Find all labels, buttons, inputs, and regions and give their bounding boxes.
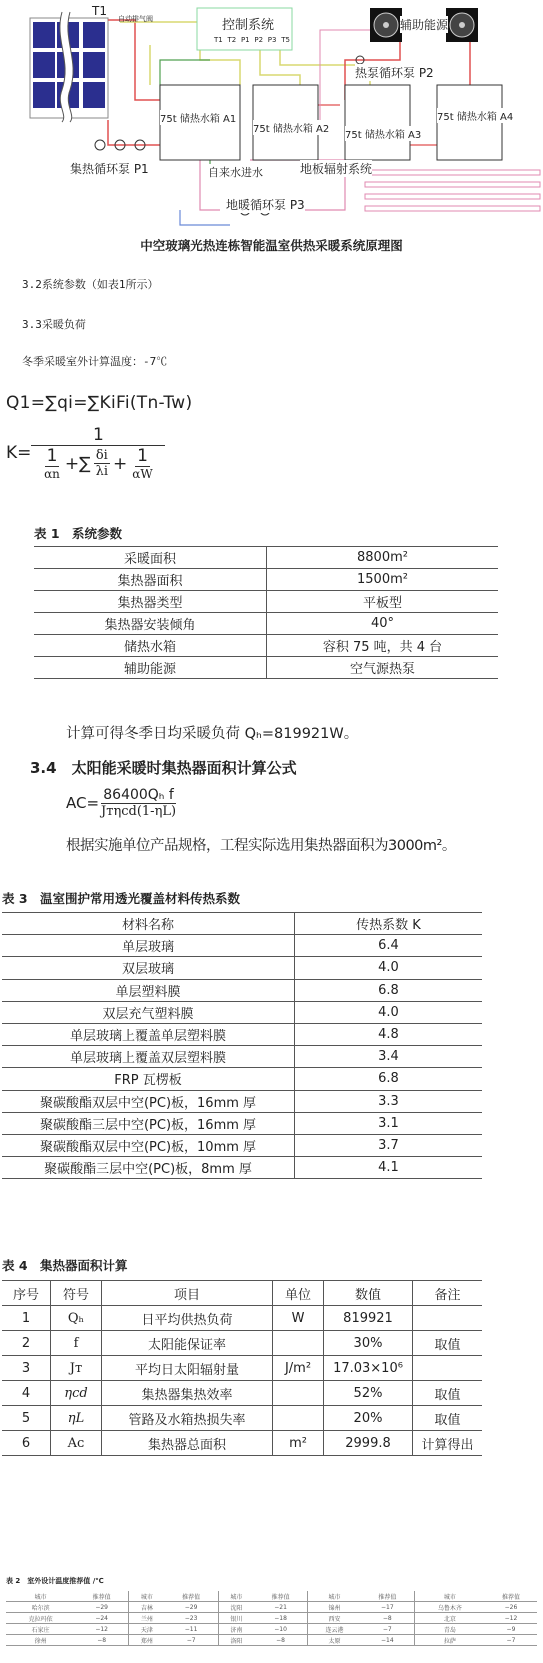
table-row (6, 1624, 537, 1635)
load-text: 计算可得冬季日均采暖负荷 Qₕ=819921W。 (66, 726, 359, 742)
table1-caption: 表 1 系统参数 (34, 526, 123, 541)
heat-pump-pump-label: 热泵循环泵 P2 (355, 66, 434, 80)
solar-collector-array (30, 12, 108, 122)
term-2-den: λi (95, 464, 109, 479)
table-header-row (2, 913, 482, 935)
table-cell: 20% (324, 1406, 413, 1431)
table-cell: 容积 75 吨，共 4 台 (267, 635, 499, 657)
table-row (2, 979, 482, 1001)
formula-ac-denominator: Jᴛηcd(1-ηL) (101, 804, 177, 819)
table-cell: 取值 (413, 1406, 483, 1431)
table-cell: 兰州 (129, 1613, 165, 1624)
term-3 (130, 446, 154, 481)
table-header-row (2, 1281, 482, 1306)
table-cell: 3.1 (295, 1112, 483, 1134)
table-cell: 819921 (324, 1306, 413, 1331)
formula-k-numerator: 1 (31, 425, 165, 446)
table-cell: f (51, 1331, 102, 1356)
term-3-den: αW (132, 467, 153, 481)
table4 (2, 1280, 482, 1456)
table-cell: −29 (75, 1602, 128, 1613)
table-cell: 郑州 (129, 1635, 165, 1646)
table-cell (413, 1356, 483, 1381)
term-2-num: δi (95, 448, 108, 463)
term-2 (94, 448, 110, 479)
outdoor-temp-text: 冬季采暖室外计算温度：-7℃ (22, 355, 168, 368)
table-cell: −12 (75, 1624, 128, 1635)
table-cell: 取值 (413, 1331, 483, 1356)
column-header: 城市 (218, 1591, 254, 1602)
table-cell: −26 (485, 1602, 537, 1613)
table-cell: 管路及水箱热损失率 (102, 1406, 273, 1431)
column-header: 城市 (129, 1591, 165, 1602)
collector-pump-label: 集热循环泵 P1 (70, 162, 149, 176)
table-cell: 30% (324, 1331, 413, 1356)
table-row (2, 1090, 482, 1112)
formula-ac-numerator: 86400Qₕ f (103, 787, 174, 803)
formula-k (6, 425, 165, 481)
table-cell: m² (273, 1431, 324, 1456)
table-cell: 辅助能源 (34, 657, 267, 679)
heat-pump-right (446, 8, 478, 42)
table-cell: 4.0 (295, 1001, 483, 1023)
table-header-row (6, 1591, 537, 1602)
table-cell (273, 1381, 324, 1406)
table-cell: −24 (75, 1613, 128, 1624)
table-cell: 洛阳 (218, 1635, 254, 1646)
diagram-title: 中空玻璃光热连栋智能温室供热采暖系统原理图 (140, 238, 403, 253)
tank-a1-label: 75t 储热水箱 A1 (160, 110, 236, 125)
table-cell: 4.8 (295, 1023, 483, 1045)
table-cell: 吉林 (129, 1602, 165, 1613)
table-row (34, 569, 498, 591)
table-cell: 银川 (218, 1613, 254, 1624)
column-header: 符号 (51, 1281, 102, 1306)
table-cell: J/m² (273, 1356, 324, 1381)
table-row (2, 1431, 482, 1456)
tank-a2-label: 75t 储热水箱 A2 (253, 120, 329, 135)
table-cell: −29 (165, 1602, 218, 1613)
term-1-den: αn (44, 467, 60, 481)
table-cell: 西安 (308, 1613, 361, 1624)
table-row (2, 1356, 482, 1381)
table-cell: 太原 (308, 1635, 361, 1646)
table-cell: Jᴛ (51, 1356, 102, 1381)
table-cell: 单层玻璃 (2, 935, 295, 957)
table-cell: −23 (165, 1613, 218, 1624)
table-cell: −8 (254, 1635, 307, 1646)
table-cell: Aᴄ (51, 1431, 102, 1456)
table-row (34, 547, 498, 569)
port-p1: P1 (240, 36, 250, 44)
table-cell: 3.4 (295, 1046, 483, 1068)
column-header: 数值 (324, 1281, 413, 1306)
table-cell: 集热器安装倾角 (34, 613, 267, 635)
table-cell: 6.4 (295, 935, 483, 957)
table-cell: 4 (2, 1381, 51, 1406)
table-cell: 锦州 (308, 1602, 361, 1613)
table-cell: 聚碳酸酯三层中空(PC)板，8mm 厚 (2, 1157, 295, 1179)
column-header: 传热系数 K (295, 913, 483, 935)
table-row (34, 591, 498, 613)
table-cell: 3 (2, 1356, 51, 1381)
table2 (6, 1591, 537, 1646)
column-header: 城市 (414, 1591, 485, 1602)
formula-k-lhs: K= (6, 443, 32, 463)
column-header: 推荐值 (361, 1591, 414, 1602)
table4-caption: 表 4 集热器面积计算 (2, 1258, 128, 1273)
column-header: 推荐值 (485, 1591, 537, 1602)
table-cell: 聚碳酸酯双层中空(PC)板，10mm 厚 (2, 1134, 295, 1156)
tank-a3-label: 75t 储热水箱 A3 (345, 126, 421, 141)
table-cell: 计算得出 (413, 1431, 483, 1456)
port-t1: T1 (214, 36, 223, 44)
tank-a3 (345, 85, 410, 160)
table-cell: Qₕ (51, 1306, 102, 1331)
column-header: 备注 (413, 1281, 483, 1306)
table-cell: 空气源热泵 (267, 657, 499, 679)
table-cell: 集热器面积 (34, 569, 267, 591)
table-cell: 17.03×10⁶ (324, 1356, 413, 1381)
table-row (2, 1406, 482, 1431)
table-cell: −12 (485, 1613, 537, 1624)
table-cell: 乌鲁木齐 (414, 1602, 485, 1613)
table-cell: 双层充气塑料膜 (2, 1001, 295, 1023)
column-header: 推荐值 (165, 1591, 218, 1602)
tank-a4-label: 75t 储热水箱 A4 (437, 108, 513, 123)
table-row (2, 1046, 482, 1068)
formula-q1: Q1=∑qi=∑KiFi(Tn-Tw) (6, 393, 193, 413)
table-cell: 5 (2, 1406, 51, 1431)
column-header: 材料名称 (2, 913, 295, 935)
table-row (2, 1023, 482, 1045)
port-t5: T5 (281, 36, 290, 44)
table-cell: 8800m² (267, 547, 499, 569)
table-cell: 集热器类型 (34, 591, 267, 613)
table-cell: 4.0 (295, 957, 483, 979)
table3 (2, 912, 482, 1179)
aux-energy-label: 辅助能源 (400, 18, 449, 32)
sensor-t1-label: T1 (92, 4, 107, 18)
table-cell: −21 (254, 1602, 307, 1613)
table-row (2, 1331, 482, 1356)
table-cell: 52% (324, 1381, 413, 1406)
table-row (2, 1134, 482, 1156)
table-cell: 储热水箱 (34, 635, 267, 657)
table-row (2, 1306, 482, 1331)
table-cell: −17 (361, 1602, 414, 1613)
table-cell: 哈尔滨 (6, 1602, 75, 1613)
table-cell: 沈阳 (218, 1602, 254, 1613)
water-inlet-label: 自来水进水 (208, 166, 263, 179)
table-cell: 6 (2, 1431, 51, 1456)
table-cell: 天津 (129, 1624, 165, 1635)
table-cell: 平均日太阳辐射量 (102, 1356, 273, 1381)
column-header: 推荐值 (254, 1591, 307, 1602)
formula-k-fraction (31, 425, 165, 481)
table-cell: 徐州 (6, 1635, 75, 1646)
table-cell: 单层玻璃上覆盖单层塑料膜 (2, 1023, 295, 1045)
table-row (2, 1001, 482, 1023)
table-cell: −14 (361, 1635, 414, 1646)
section-3-4: 3.4 太阳能采暖时集热器面积计算公式 (30, 759, 297, 777)
table-row (6, 1602, 537, 1613)
table1 (34, 546, 498, 679)
formula-ac-lhs: AC= (66, 794, 100, 812)
control-system-label: 控制系统 (222, 18, 275, 33)
term-1 (42, 446, 62, 481)
formula-ac-fraction (99, 787, 178, 819)
table-cell: 2 (2, 1331, 51, 1356)
table-cell: −18 (254, 1613, 307, 1624)
table-row (2, 1381, 482, 1406)
table-cell: 集热器总面积 (102, 1431, 273, 1456)
table-cell: ηL (51, 1406, 102, 1431)
heat-pump-left (370, 8, 402, 42)
table-cell: 太阳能保证率 (102, 1331, 273, 1356)
floor-heating-label: 地板辐射系统 (300, 162, 373, 176)
plus: + (113, 453, 128, 474)
table-cell: −8 (361, 1613, 414, 1624)
table-cell: 单层玻璃上覆盖双层塑料膜 (2, 1046, 295, 1068)
table-row (2, 957, 482, 979)
floor-pump-label: 地暖循环泵 P3 (226, 198, 305, 212)
formula-k-denominator (40, 446, 157, 481)
table-cell: 40° (267, 613, 499, 635)
table-row (34, 635, 498, 657)
column-header: 推荐值 (75, 1591, 128, 1602)
table-cell: 3.3 (295, 1090, 483, 1112)
table-cell: 3.7 (295, 1134, 483, 1156)
table-cell (273, 1406, 324, 1431)
column-header: 项目 (102, 1281, 273, 1306)
table-cell: −7 (485, 1635, 537, 1646)
port-p3: P3 (267, 36, 277, 44)
table-cell: 1 (2, 1306, 51, 1331)
table-cell: 4.1 (295, 1157, 483, 1179)
table-cell: 6.8 (295, 1068, 483, 1090)
term-1-num: 1 (46, 446, 58, 466)
table-row (2, 1157, 482, 1179)
table-cell: −11 (165, 1624, 218, 1635)
table-cell: 采暖面积 (34, 547, 267, 569)
table2-caption: 表 2 室外设计温度推荐值 /℃ (6, 1577, 104, 1585)
column-header: 城市 (6, 1591, 75, 1602)
table-cell: W (273, 1306, 324, 1331)
table-cell: 双层玻璃 (2, 957, 295, 979)
table-cell: −9 (485, 1624, 537, 1635)
table-cell: FRP 瓦楞板 (2, 1068, 295, 1090)
table-cell: −7 (361, 1624, 414, 1635)
column-header: 序号 (2, 1281, 51, 1306)
table-cell: 聚碳酸酯双层中空(PC)板，16mm 厚 (2, 1090, 295, 1112)
port-p2: P2 (254, 36, 264, 44)
control-ports (214, 36, 290, 44)
section-3-2: 3.2系统参数（如表1所示） (22, 278, 159, 291)
table-cell: 2999.8 (324, 1431, 413, 1456)
table-row (34, 657, 498, 679)
table-cell (273, 1331, 324, 1356)
table-cell: 单层塑料膜 (2, 979, 295, 1001)
table-cell: 1500m² (267, 569, 499, 591)
table-cell: 平板型 (267, 591, 499, 613)
table-cell: ηcd (51, 1381, 102, 1406)
auto-vent-label: 自动排气阀 (118, 15, 153, 23)
table-cell: 6.8 (295, 979, 483, 1001)
section-3-3: 3.3采暖负荷 (22, 318, 86, 331)
table-cell: 济南 (218, 1624, 254, 1635)
system-diagram (0, 0, 543, 228)
formula-ac (66, 787, 178, 819)
table-row (34, 613, 498, 635)
table-cell: 青岛 (414, 1624, 485, 1635)
term-3-num: 1 (137, 446, 148, 466)
table-cell: −7 (165, 1635, 218, 1646)
table-row (2, 935, 482, 957)
table-row (6, 1613, 537, 1624)
table-cell: −8 (75, 1635, 128, 1646)
table-row (6, 1635, 537, 1646)
column-header: 城市 (308, 1591, 361, 1602)
table-cell: 集热器集热效率 (102, 1381, 273, 1406)
port-t2: T2 (227, 36, 237, 44)
floor-heating-coils (365, 170, 540, 211)
table-cell: 连云港 (308, 1624, 361, 1635)
table-cell: 聚碳酸酯三层中空(PC)板，16mm 厚 (2, 1112, 295, 1134)
table3-caption: 表 3 温室围护常用透光覆盖材料传热系数 (2, 891, 241, 906)
table-cell: 石家庄 (6, 1624, 75, 1635)
table-cell: 克拉玛依 (6, 1613, 75, 1624)
plus-sum: +∑ (64, 453, 91, 474)
table-cell: 日平均供热负荷 (102, 1306, 273, 1331)
area-text: 根据实施单位产品规格，工程实际选用集热器面积为3000m²。 (66, 838, 456, 854)
table-row (2, 1068, 482, 1090)
column-header: 单位 (273, 1281, 324, 1306)
table-cell: 拉萨 (414, 1635, 485, 1646)
table-cell: 北京 (414, 1613, 485, 1624)
table-cell: 取值 (413, 1381, 483, 1406)
table-row (2, 1112, 482, 1134)
table-cell (413, 1306, 483, 1331)
table-cell: −10 (254, 1624, 307, 1635)
